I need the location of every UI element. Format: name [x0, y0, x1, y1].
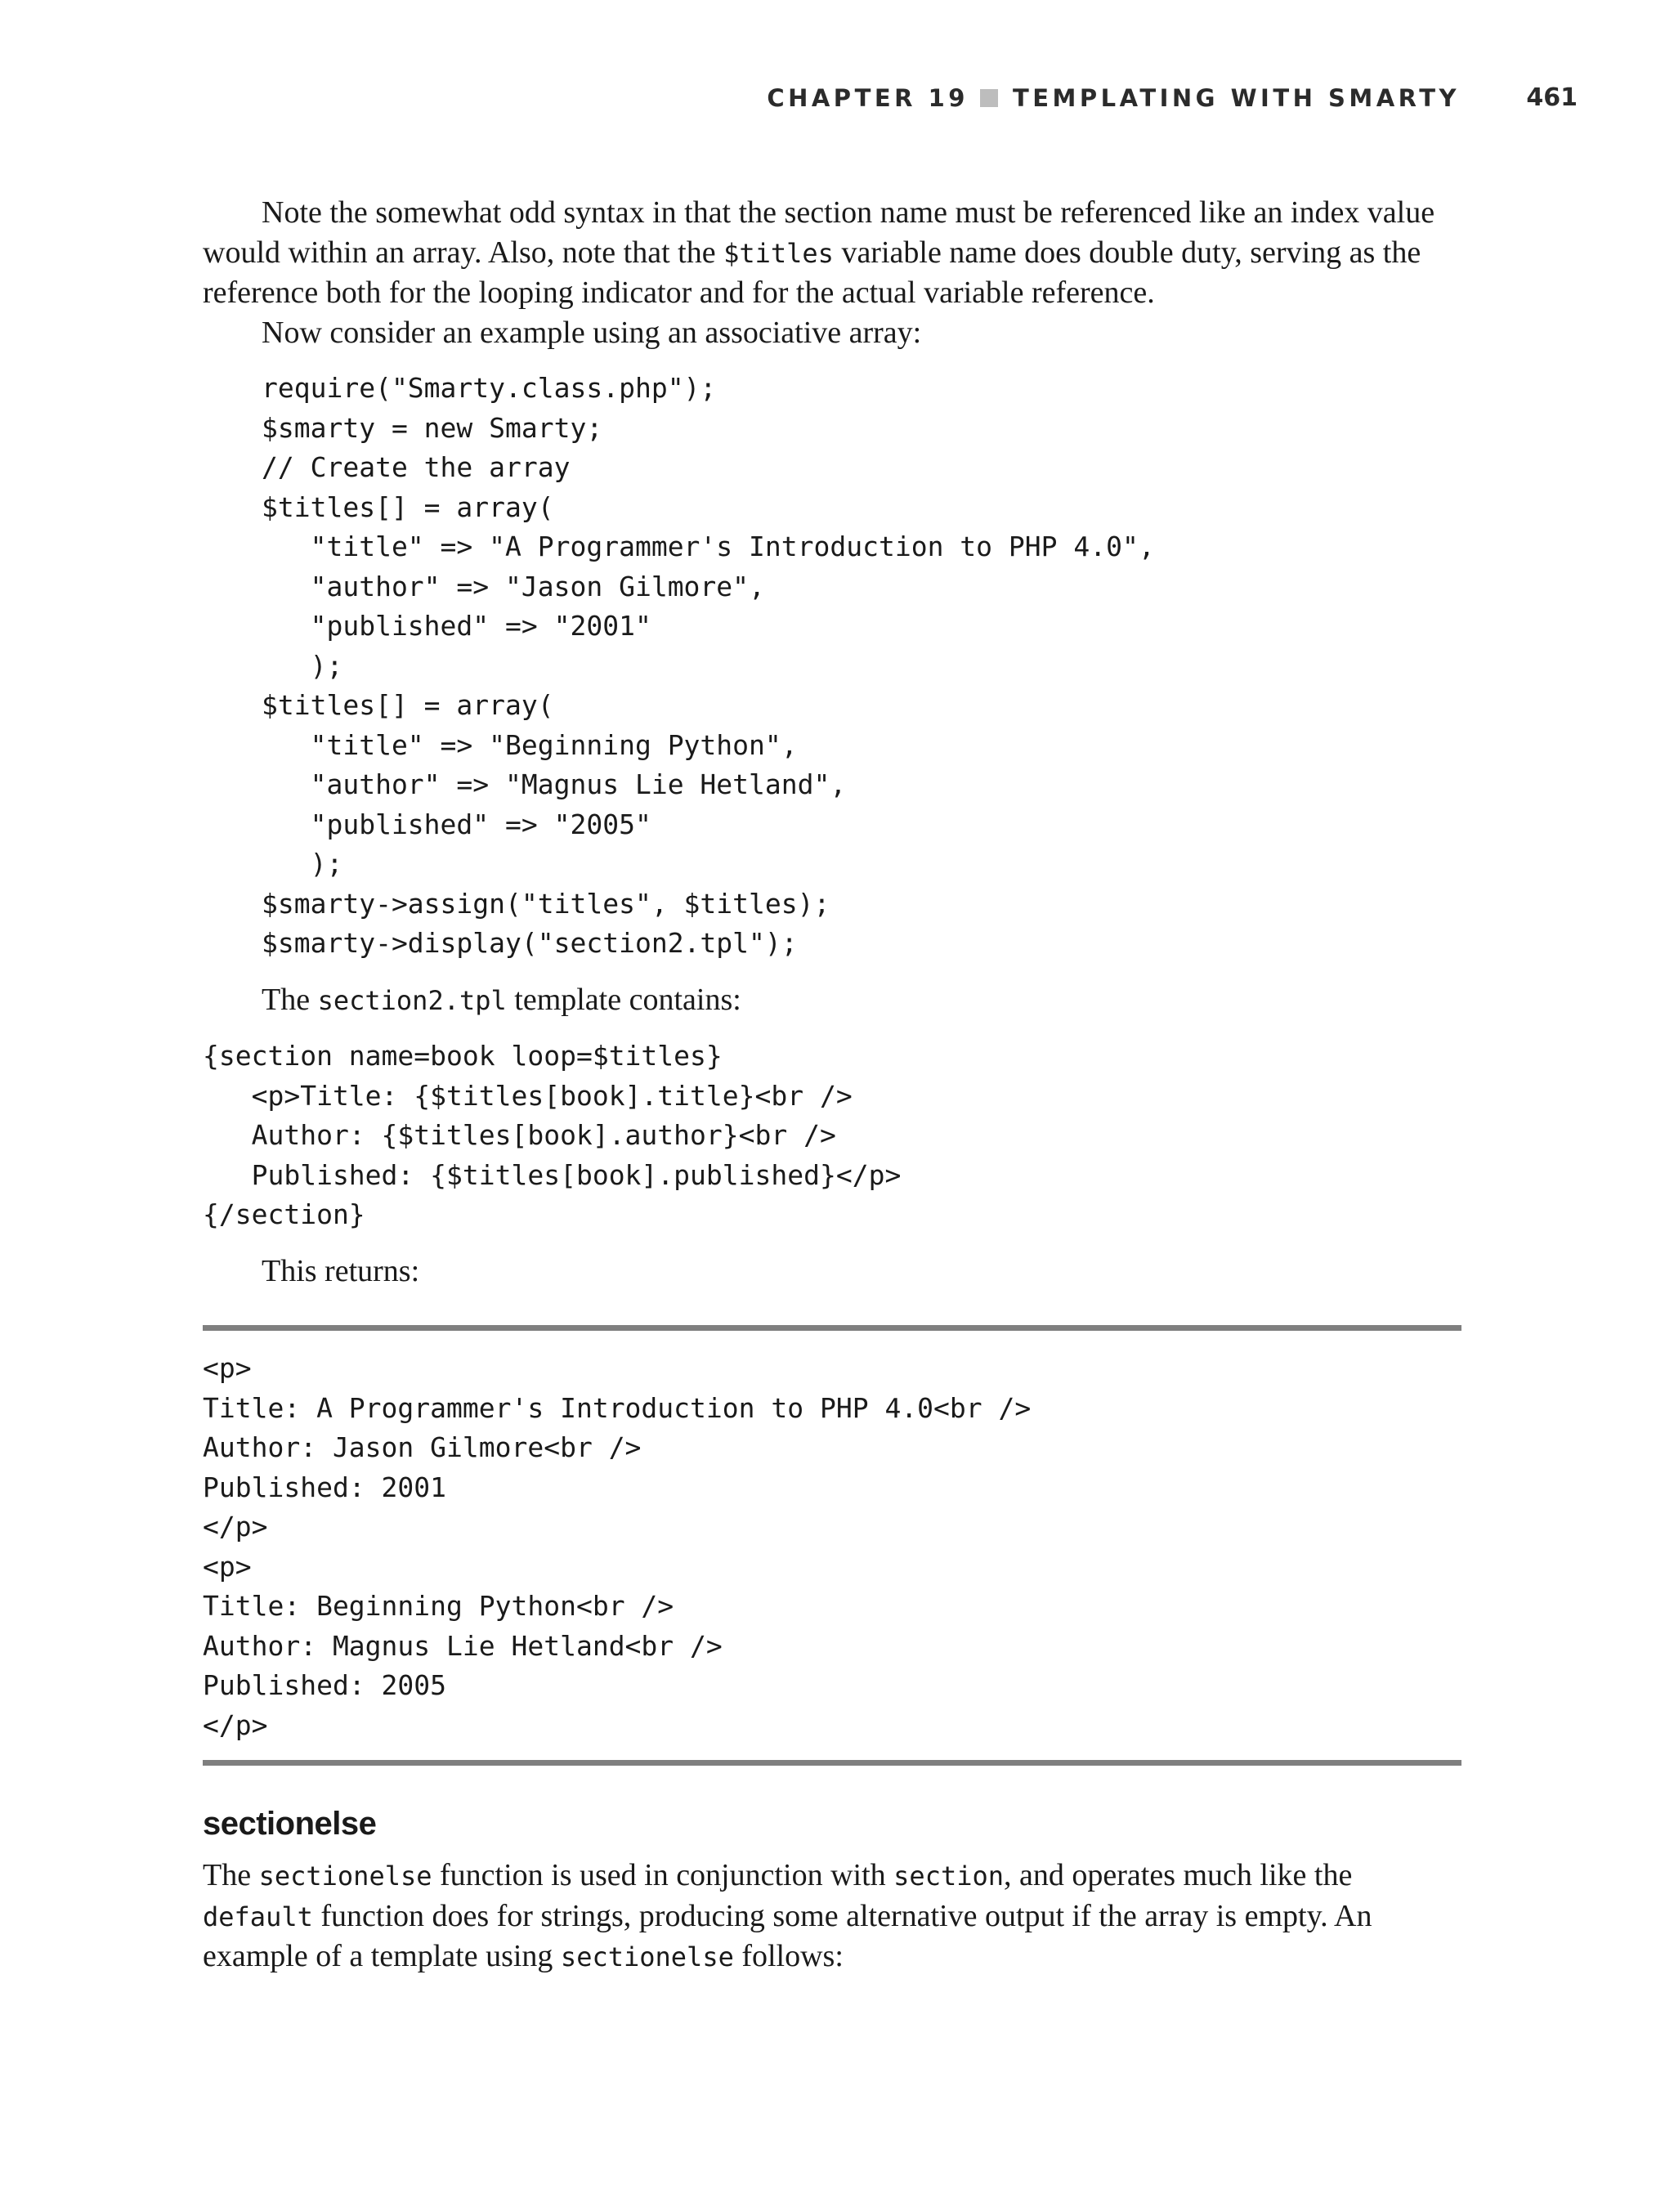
- output-bottom-rule: [203, 1760, 1461, 1766]
- square-separator-icon: [980, 89, 998, 107]
- inline-code: sectionelse: [258, 1860, 432, 1892]
- inline-code: default: [203, 1901, 313, 1932]
- paragraph-text: Note the somewhat odd syntax in that the section name must be referenced like an index value would within an array. Also, note that the: [203, 195, 1435, 270]
- template-code-listing: {section name=book loop=$titles} <p>Title: {$titles[book].title}<br /> Author: {$titles[book].author}<br /> Published: {$titles[book].published}</p> {/section}: [203, 1040, 902, 1230]
- paragraph-text: The: [262, 982, 318, 1017]
- php-code-listing: require("Smarty.class.php"); $smarty = new Smarty; // Create the array $titles[] = array( "title" => "A Programmer's Introduction to PHP 4.0", "author" => "Jason Gilmore", "published" => "2001" ); $titles[] = array( "title" => "Beginning Python", "author" => "Magnus Lie Hetland", "published" => "2005" ); $smarty->assign("titles", $titles); $smarty->display("section2.tpl");: [262, 372, 1155, 959]
- output-listing: <p> Title: A Programmer's Introduction to PHP 4.0<br /> Author: Jason Gilmore<br /> Published: 2001 </p> <p> Title: Beginning Python<br /> Author: Magnus Lie Hetland<br /> Published: 2005 </p>: [203, 1352, 1032, 1741]
- chapter-title: TEMPLATING WITH SMARTY: [1012, 84, 1460, 112]
- paragraph-text: , and operates much like the: [1004, 1858, 1353, 1892]
- paragraph-sectionelse: [203, 1856, 1461, 1977]
- page-body: [203, 193, 1461, 1977]
- section-heading: sectionelse: [203, 1806, 377, 1842]
- paragraph-text: template contains:: [506, 982, 741, 1017]
- paragraph-text: variable name does double duty, serving as the reference both for the looping indicator and for the actual variable reference.: [203, 235, 1421, 310]
- page-number: 461: [1526, 83, 1578, 112]
- chapter-label: CHAPTER 19: [767, 84, 969, 112]
- inline-code: section: [893, 1860, 1005, 1892]
- page-header: [0, 82, 1674, 116]
- paragraph-syntax-note: [203, 193, 1461, 313]
- inline-code: $titles: [723, 237, 834, 269]
- paragraph-template-intro: [203, 980, 1461, 1021]
- paragraph-text: function does for strings, producing some alternative output if the array is empty. An example of a template using: [203, 1898, 1372, 1973]
- paragraph-intro-example: Now consider an example using an associative array:: [262, 315, 922, 350]
- output-top-rule: [203, 1325, 1461, 1331]
- inline-code: section2.tpl: [317, 984, 507, 1016]
- paragraph-text: function is used in conjunction with: [432, 1858, 894, 1892]
- paragraph-text: follows:: [733, 1939, 844, 1973]
- running-head: [767, 82, 1460, 114]
- paragraph-returns: This returns:: [262, 1253, 420, 1288]
- paragraph-text: The: [203, 1858, 259, 1892]
- inline-code: sectionelse: [560, 1941, 734, 1972]
